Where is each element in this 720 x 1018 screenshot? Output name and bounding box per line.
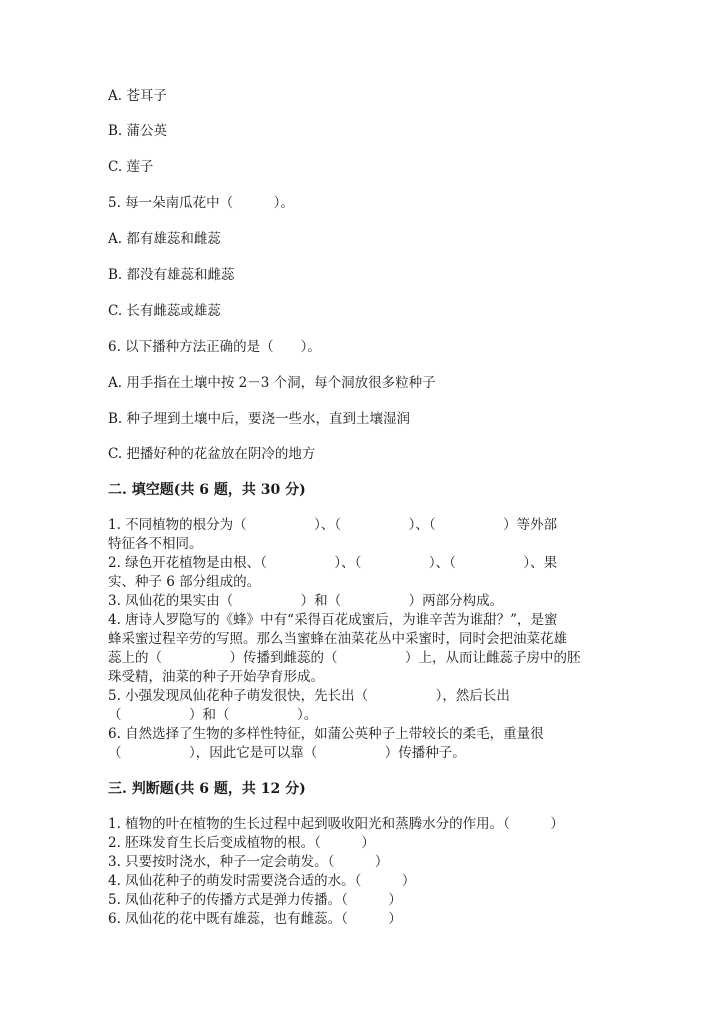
fill-line: 1. 不同植物的根分为（ ）、（ ）、（ ）等外部	[108, 517, 558, 533]
section2-title: 二. 填空题(共 6 题，共 30 分)	[108, 482, 306, 498]
section3-title: 三. 判断题(共 6 题，共 12 分)	[108, 781, 306, 797]
judge-line: 6. 凤仙花的花中既有雄蕊，也有雌蕊。（ ）	[108, 911, 402, 927]
q4-option-b: B. 蒲公英	[108, 123, 168, 139]
fill-line: 6. 自然选择了生物的多样性特征，如蒲公英种子上带较长的柔毛，重量很	[108, 726, 544, 742]
q5-option-a: A. 都有雄蕊和雌蕊	[108, 231, 221, 247]
fill-line: 5. 小强发现凤仙花种子萌发很快，先长出（ ），然后长出	[108, 688, 510, 704]
judge-line: 1. 植物的叶在植物的生长过程中起到吸收阳光和蒸腾水分的作用。（ ）	[108, 816, 564, 832]
q6-option-b: B. 种子埋到土壤中后，要浇一些水，直到土壤湿润	[108, 411, 411, 427]
q5-stem: 5. 每一朵南瓜花中（ ）。	[108, 195, 294, 211]
q5-option-c: C. 长有雌蕊或雄蕊	[108, 303, 221, 319]
fill-line: 3. 凤仙花的果实由（ ）和（ ）两部分构成。	[108, 593, 504, 609]
fill-line: 实、种子 6 部分组成的。	[108, 574, 261, 590]
judge-line: 3. 只要按时浇水，种子一定会萌发。（ ）	[108, 854, 389, 870]
judge-line: 4. 凤仙花种子的萌发时需要浇合适的水。（ ）	[108, 873, 416, 889]
q6-option-c: C. 把播好种的花盆放在阴冷的地方	[108, 446, 316, 462]
q4-option-c: C. 莲子	[108, 159, 154, 175]
judge-line: 5. 凤仙花种子的传播方式是弹力传播。（ ）	[108, 892, 402, 908]
fill-line: （ ）和（ ）。	[108, 707, 318, 723]
q5-option-b: B. 都没有雄蕊和雌蕊	[108, 267, 235, 283]
q6-option-a: A. 用手指在土壤中按 2－3 个洞，每个洞放很多粒种子	[108, 375, 436, 391]
judge-line: 2. 胚珠发育生长后变成植物的根。（ ）	[108, 835, 375, 851]
q4-option-a: A. 苍耳子	[108, 88, 167, 104]
fill-line: 2. 绿色开花植物是由根、（ ）、（ ）、（ ）、果	[108, 555, 558, 571]
q6-stem: 6. 以下播种方法正确的是（ ）。	[108, 339, 321, 355]
fill-line: （ ），因此它是可以靠（ ）传播种子。	[108, 745, 466, 761]
fill-line: 蜂采蜜过程辛劳的写照。那么当蜜蜂在油菜花丛中采蜜时，同时会把油菜花雄	[108, 631, 567, 647]
fill-line: 珠受精，油菜的种子开始孕育形成。	[108, 669, 324, 685]
fill-line: 特征各不相同。	[108, 536, 203, 552]
fill-line: 4. 唐诗人罗隐写的《蜂》中有“采得百花成蜜后，为谁辛苦为谁甜？”，是蜜	[108, 612, 558, 628]
fill-line: 蕊上的（ ）传播到雌蕊的（ ）上，从而让雌蕊子房中的胚	[108, 650, 581, 666]
